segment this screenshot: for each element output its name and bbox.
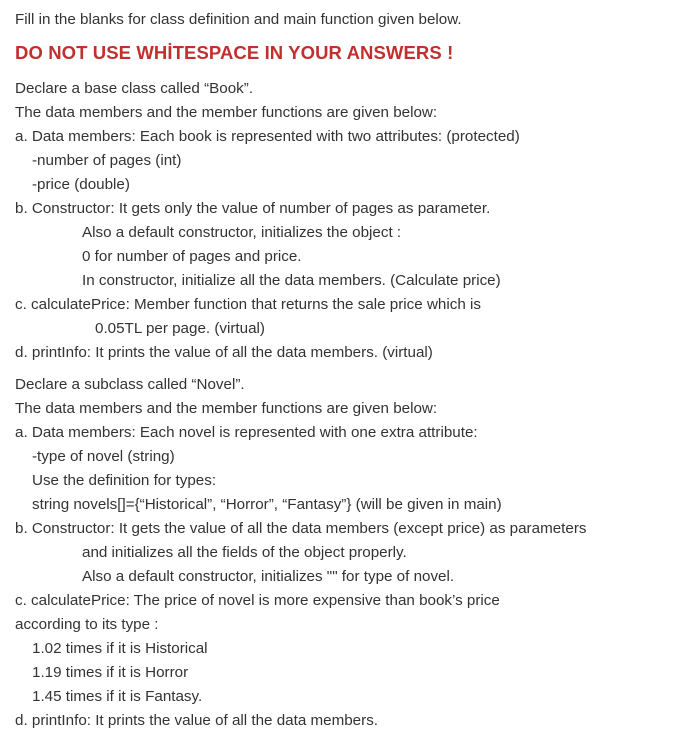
instruction-text: Fill in the blanks for class definition and main function given below. bbox=[15, 11, 462, 28]
book-item-c1: 0.05TL per page. (virtual) bbox=[95, 320, 265, 337]
novel-item-d: d. printInfo: It prints the value of all the data members. bbox=[15, 712, 379, 729]
book-item-b3: In constructor, initialize all the data members. (Calculate price) bbox=[82, 272, 501, 289]
book-item-d: d. printInfo: It prints the value of all the data members. (virtual) bbox=[15, 344, 433, 361]
novel-item-b: b. Constructor: It gets the value of all the data members (except price) as parameters bbox=[15, 520, 587, 537]
novel-item-c4: 1.45 times if it is Fantasy. bbox=[32, 688, 203, 705]
novel-item-a: a. Data members: Each novel is represented with one extra attribute: bbox=[15, 424, 478, 441]
novel-intro: Declare a subclass called “Novel”. bbox=[15, 376, 245, 393]
book-members-intro: The data members and the member functions are given below: bbox=[15, 104, 438, 121]
novel-item-c1: according to its type : bbox=[15, 616, 159, 633]
book-item-a2: -price (double) bbox=[32, 176, 130, 193]
novel-item-a2: Use the definition for types: bbox=[32, 472, 217, 489]
book-item-b2: 0 for number of pages and price. bbox=[82, 248, 302, 265]
novel-item-a1: -type of novel (string) bbox=[32, 448, 175, 465]
novel-item-c3: 1.19 times if it is Horror bbox=[32, 664, 189, 681]
book-item-a1: -number of pages (int) bbox=[32, 152, 182, 169]
novel-item-c2: 1.02 times if it is Historical bbox=[32, 640, 208, 657]
novel-members-intro: The data members and the member functions are given below: bbox=[15, 400, 438, 417]
book-intro: Declare a base class called “Book”. bbox=[15, 80, 254, 97]
novel-item-c: c. calculatePrice: The price of novel is more expensive than book’s price bbox=[15, 592, 500, 609]
novel-item-b1: and initializes all the fields of the object properly. bbox=[82, 544, 407, 561]
book-item-a: a. Data members: Each book is represented with two attributes: (protected) bbox=[15, 128, 520, 145]
whitespace-warning: DO NOT USE WHİTESPACE IN YOUR ANSWERS ! bbox=[15, 42, 454, 63]
novel-item-b2: Also a default constructor, initializes "" for type of novel. bbox=[82, 568, 455, 585]
book-item-b1: Also a default constructor, initializes the object : bbox=[82, 224, 402, 241]
book-item-c: c. calculatePrice: Member function that returns the sale price which is bbox=[15, 296, 481, 313]
book-item-b: b. Constructor: It gets only the value of number of pages as parameter. bbox=[15, 200, 491, 217]
novel-item-a3: string novels[]={“Historical”, “Horror”, “Fantasy”} (will be given in main) bbox=[32, 496, 502, 513]
